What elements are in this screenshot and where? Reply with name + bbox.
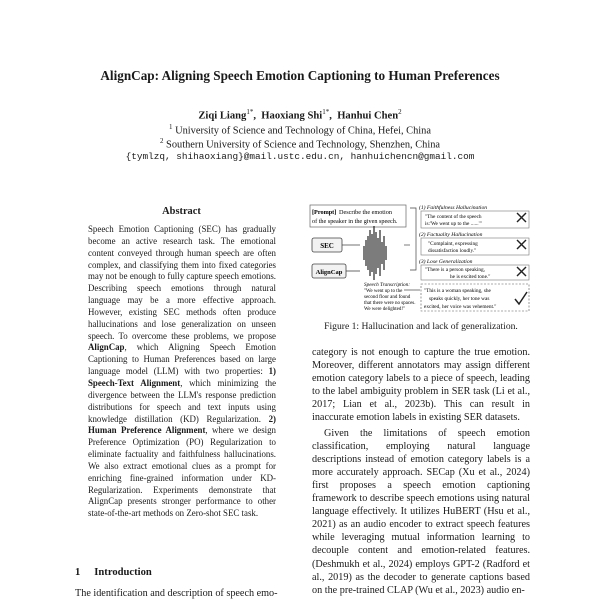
section-number: 1 xyxy=(75,567,81,578)
section-heading xyxy=(75,567,152,578)
affiliation-mark: 2 xyxy=(159,137,164,145)
panel-text: "The content of the speech xyxy=(425,214,482,220)
author-list xyxy=(0,108,600,122)
abstract-segment: , where we design Preference Optimization (PO) Regularization to eliminate factuality and faithfulness hallucinations. We also extract emotional clues as a prompt for enriching fine-grained information under KD-Regularization. Experiments demonstrate that AlignCap presents stronger performance to other state-of-the-art methods on Zero-shot SEC task. xyxy=(88,425,276,519)
panel-text: is:'We went up to the ......'" xyxy=(425,221,482,227)
author-name: Ziqi Liang xyxy=(198,110,247,122)
paragraph: Given the limitations of speech emotion classification, employing natural language descriptions instead of emotion category labels is a more accurately approach. SECap (Xu et al., 2024) first proposes a speech emotion captioning framework to describe speech emotions using natural language effectively. It utilizes HuBERT (Hsu et al., 2021) as an audio encoder to extract speech features while leveraging mutual information learning to decouple content and emotion-related features. (Deshmukh et al., 2024) employs GPT-2 (Radford et al., 2019) as the decoder to generate captions based on the pre-trained CLAP (Wu et al., 2023) audio en- xyxy=(312,427,530,596)
prompt-text: Describe the emotion xyxy=(339,209,392,216)
affiliation-text: Southern University of Science and Technology, Shenzhen, China xyxy=(166,139,441,151)
panel-text: "Complaint, expressing xyxy=(428,241,478,247)
affiliation xyxy=(0,137,600,150)
abstract-heading: Abstract xyxy=(162,206,201,217)
author-emails: {tymlzq, shihaoxiang}@mail.ustc.edu.cn, hanhuichencn@gmail.com xyxy=(125,151,475,162)
abstract-segment: , which Aligning Speech Emotion Captioning to Human Preferences based on large language model (LLM) with two properties: xyxy=(88,342,276,377)
author-affil-mark: 1* xyxy=(246,108,254,116)
section-title: Introduction xyxy=(94,567,152,578)
right-column-text xyxy=(312,346,530,597)
author-name: Hanhui Chen xyxy=(337,110,399,122)
intro-first-line: The identification and description of speech emo- xyxy=(75,588,278,599)
abstract-segment: , which minimizing the divergence between the LLM's response prediction distributions for speech and text inputs using knowledge distillation (KD) Regularization. xyxy=(88,377,277,424)
panel-title: (1) Faithfulness Hallucination xyxy=(419,205,488,211)
abstract-text xyxy=(88,224,276,520)
panel-title: (3) Lose Generalization xyxy=(419,259,473,265)
panel-text: excited, her voice was vehement." xyxy=(424,304,497,310)
figure-caption: Figure 1: Hallucination and lack of generalization. xyxy=(324,321,518,332)
author-affil-mark: 1* xyxy=(322,108,330,116)
affiliation-mark: 1 xyxy=(168,123,173,131)
author-name: Haoxiang Shi xyxy=(261,110,323,122)
panel-text: he is excited tone." xyxy=(450,274,491,280)
transcription-line: second floor and found xyxy=(364,295,411,300)
sec-label: SEC xyxy=(320,242,334,250)
affiliation-text: University of Science and Technology of China, Hefei, China xyxy=(175,125,431,137)
panel-title: (2) Factuality Hallucination xyxy=(419,232,483,238)
output-bracket xyxy=(410,208,416,270)
panel-text: "There is a person speaking, xyxy=(425,267,485,273)
author-separator: , xyxy=(253,110,256,122)
prompt-label: [Prompt] xyxy=(312,209,337,216)
figure-hallucination xyxy=(308,200,534,315)
abstract-segment: Speech Emotion Captioning (SEC) has gradually become an active research task. The emotional content conveyed through human speech are often complex, and classifying them into fixed categories may not be enough to fully capture speech emotions. Describing speech emotions through natural language may be a more effective approach. However, existing SEC methods often produce hallucinations and lose generalization on unseen speech. To overcome these problems, we propose xyxy=(88,224,276,341)
prompt-text: of the speaker in the given speech. xyxy=(312,218,398,225)
transcription-line: "We went up to the xyxy=(364,289,403,294)
paper-title: AlignCap: Aligning Speech Emotion Captioning to Human Preferences xyxy=(100,68,500,83)
panel-text: speaks quickly, her tone was xyxy=(429,296,490,302)
abstract-emphasis: 2) Human Preference Alignment xyxy=(88,413,276,436)
abstract-emphasis: AlignCap xyxy=(88,342,125,353)
panel-text: "This is a woman speaking, she xyxy=(424,288,491,294)
author-affil-mark: 2 xyxy=(398,108,402,116)
paragraph: category is not enough to capture the true emotion. Moreover, different annotators may assign different emotion category labels to a piece of speech, leading to the label ambiguity problem in SER task (Li et al., 2017; Lian et al., 2023b). This can result in inaccurate emotion labels in existing SER datasets. xyxy=(312,347,530,424)
panel-text: dissatisfaction loudly." xyxy=(428,248,477,254)
waveform-icon xyxy=(364,226,386,280)
aligncap-label: AlignCap xyxy=(315,269,343,276)
affiliation xyxy=(0,123,600,136)
abstract-emphasis: 1) Speech-Text Alignment xyxy=(88,366,276,388)
transcription-line: that there were no spaces. xyxy=(364,301,416,306)
transcription-line: We were delighted!" xyxy=(364,307,406,312)
transcription-label: Speech Transcription: xyxy=(364,282,410,288)
author-separator: , xyxy=(329,110,332,122)
